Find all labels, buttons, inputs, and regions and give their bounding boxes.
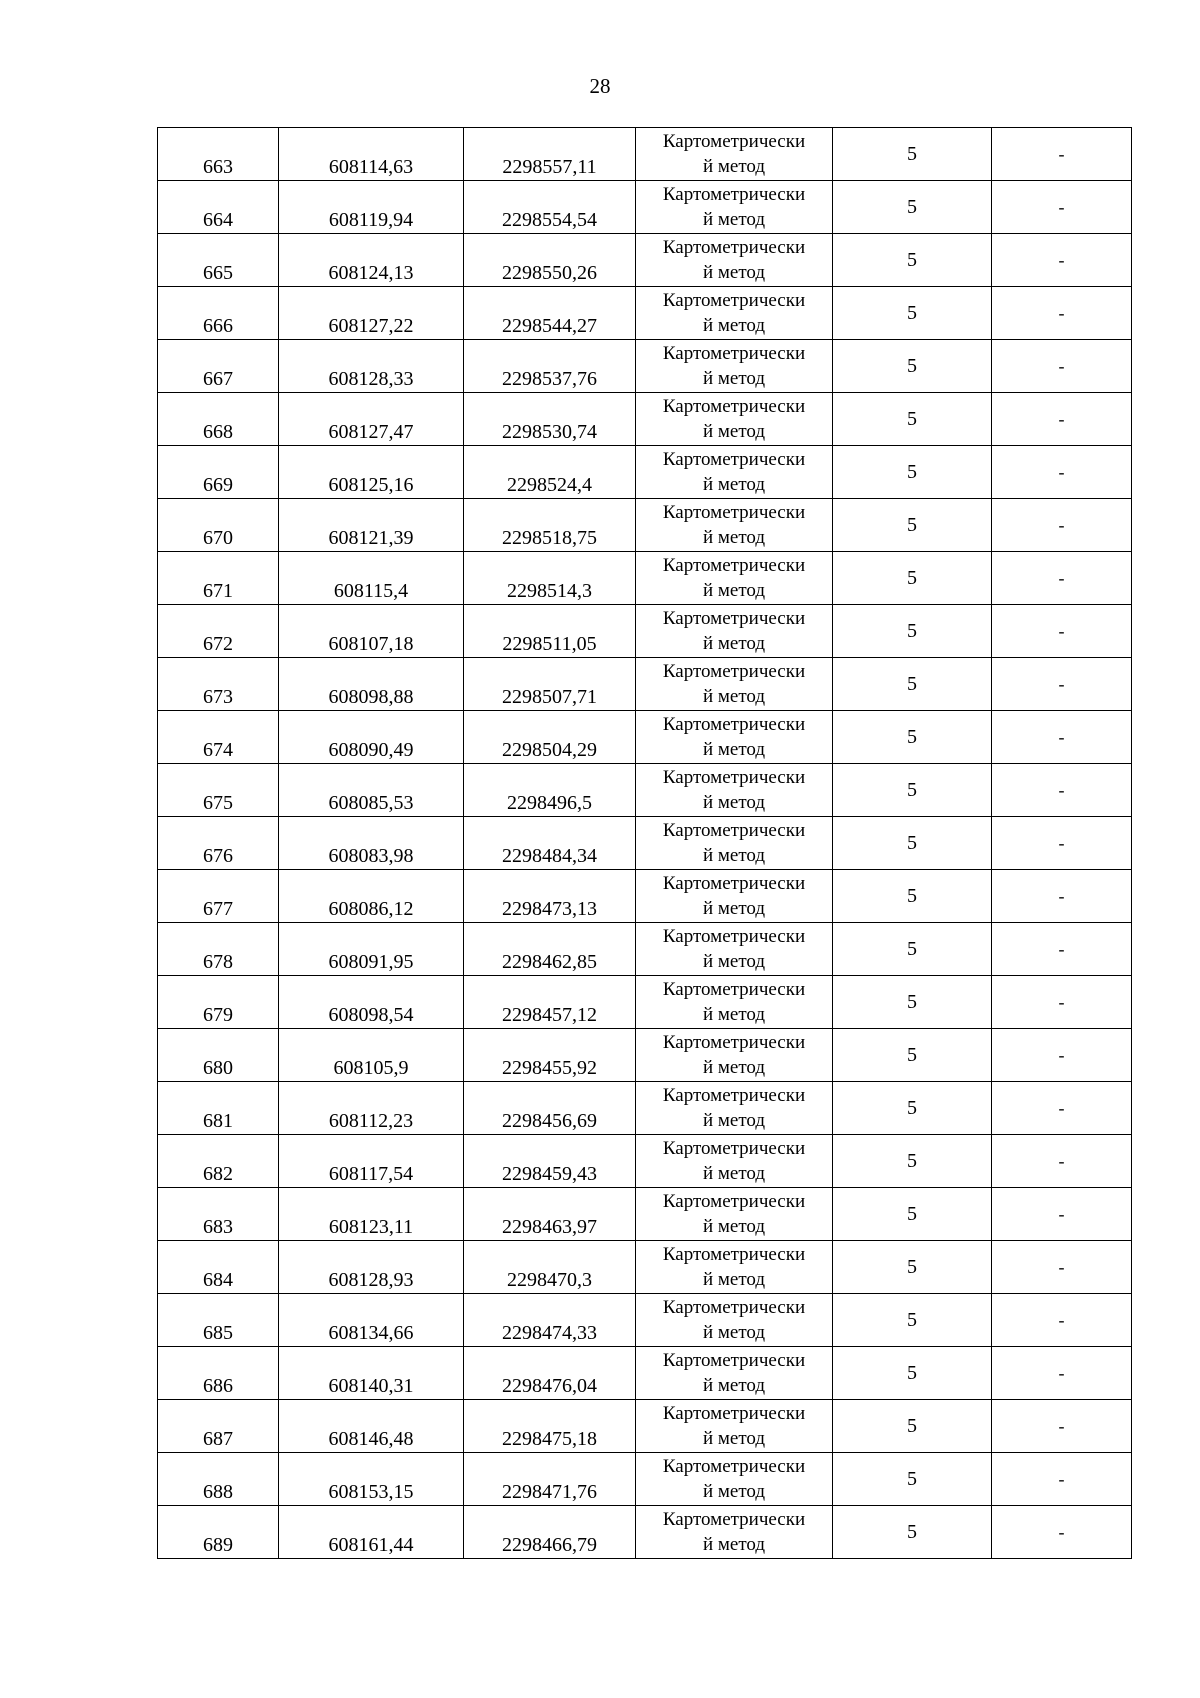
table-row (158, 923, 1132, 976)
precision-cell: 5 (833, 128, 992, 181)
table-row (158, 181, 1132, 234)
y-coordinate-cell: 2298511,05 (464, 605, 636, 658)
y-coordinate-cell: 2298474,33 (464, 1294, 636, 1347)
method-line-2: й метод (702, 1269, 766, 1290)
x-coordinate-cell: 608127,22 (279, 287, 464, 340)
description-cell: - (992, 1400, 1132, 1453)
method-line-1: Картометрически (662, 1297, 806, 1318)
x-coordinate-cell: 608098,88 (279, 658, 464, 711)
point-number-cell: 674 (158, 711, 279, 764)
method-line-1: Картометрически (662, 1509, 806, 1530)
method-line-2: й метод (702, 898, 766, 919)
table-row (158, 817, 1132, 870)
y-coordinate-cell: 2298524,4 (464, 446, 636, 499)
x-coordinate-cell: 608091,95 (279, 923, 464, 976)
y-coordinate-cell: 2298463,97 (464, 1188, 636, 1241)
method-cell (636, 234, 833, 287)
x-coordinate-cell: 608146,48 (279, 1400, 464, 1453)
method-line-2: й метод (702, 209, 766, 230)
method-cell (636, 764, 833, 817)
point-number-cell: 676 (158, 817, 279, 870)
precision-cell: 5 (833, 658, 992, 711)
description-cell: - (992, 1241, 1132, 1294)
method-line-2: й метод (702, 951, 766, 972)
method-line-1: Картометрически (662, 131, 806, 152)
point-number-cell: 688 (158, 1453, 279, 1506)
description-cell: - (992, 340, 1132, 393)
precision-cell: 5 (833, 976, 992, 1029)
method-line-2: й метод (702, 262, 766, 283)
method-cell (636, 923, 833, 976)
table-row (158, 658, 1132, 711)
method-line-1: Картометрически (662, 1032, 806, 1053)
description-cell: - (992, 817, 1132, 870)
precision-cell: 5 (833, 1400, 992, 1453)
x-coordinate-cell: 608134,66 (279, 1294, 464, 1347)
x-coordinate-cell: 608153,15 (279, 1453, 464, 1506)
method-line-2: й метод (702, 1428, 766, 1449)
y-coordinate-cell: 2298462,85 (464, 923, 636, 976)
method-cell (636, 605, 833, 658)
table-row (158, 393, 1132, 446)
x-coordinate-cell: 608115,4 (279, 552, 464, 605)
y-coordinate-cell: 2298456,69 (464, 1082, 636, 1135)
point-number-cell: 682 (158, 1135, 279, 1188)
point-number-cell: 684 (158, 1241, 279, 1294)
y-coordinate-cell: 2298507,71 (464, 658, 636, 711)
y-coordinate-cell: 2298466,79 (464, 1506, 636, 1559)
precision-cell: 5 (833, 1135, 992, 1188)
method-line-2: й метод (702, 474, 766, 495)
table-row (158, 764, 1132, 817)
method-cell (636, 711, 833, 764)
table-row (158, 976, 1132, 1029)
description-cell: - (992, 128, 1132, 181)
precision-cell: 5 (833, 446, 992, 499)
method-cell (636, 181, 833, 234)
y-coordinate-cell: 2298471,76 (464, 1453, 636, 1506)
method-line-2: й метод (702, 1534, 766, 1555)
method-cell (636, 976, 833, 1029)
method-line-2: й метод (702, 1375, 766, 1396)
page-number: 28 (589, 74, 611, 98)
y-coordinate-cell: 2298537,76 (464, 340, 636, 393)
y-coordinate-cell: 2298530,74 (464, 393, 636, 446)
point-number-cell: 670 (158, 499, 279, 552)
method-cell (636, 1400, 833, 1453)
point-number-cell: 663 (158, 128, 279, 181)
x-coordinate-cell: 608105,9 (279, 1029, 464, 1082)
point-number-cell: 673 (158, 658, 279, 711)
precision-cell: 5 (833, 499, 992, 552)
x-coordinate-cell: 608123,11 (279, 1188, 464, 1241)
description-cell: - (992, 1029, 1132, 1082)
y-coordinate-cell: 2298496,5 (464, 764, 636, 817)
method-line-1: Картометрически (662, 184, 806, 205)
description-cell: - (992, 446, 1132, 499)
x-coordinate-cell: 608086,12 (279, 870, 464, 923)
x-coordinate-cell: 608121,39 (279, 499, 464, 552)
y-coordinate-cell: 2298455,92 (464, 1029, 636, 1082)
method-line-2: й метод (702, 792, 766, 813)
x-coordinate-cell: 608114,63 (279, 128, 464, 181)
x-coordinate-cell: 608161,44 (279, 1506, 464, 1559)
precision-cell: 5 (833, 1241, 992, 1294)
y-coordinate-cell: 2298475,18 (464, 1400, 636, 1453)
precision-cell: 5 (833, 393, 992, 446)
y-coordinate-cell: 2298514,3 (464, 552, 636, 605)
point-number-cell: 672 (158, 605, 279, 658)
method-line-1: Картометрически (662, 661, 806, 682)
method-line-2: й метод (702, 315, 766, 336)
method-line-1: Картометрически (662, 608, 806, 629)
method-cell (636, 870, 833, 923)
method-line-2: й метод (702, 1163, 766, 1184)
method-line-2: й метод (702, 368, 766, 389)
method-line-2: й метод (702, 421, 766, 442)
method-cell (636, 1135, 833, 1188)
x-coordinate-cell: 608128,93 (279, 1241, 464, 1294)
method-line-1: Картометрически (662, 926, 806, 947)
point-number-cell: 666 (158, 287, 279, 340)
y-coordinate-cell: 2298504,29 (464, 711, 636, 764)
method-line-1: Картометрически (662, 237, 806, 258)
point-number-cell: 665 (158, 234, 279, 287)
table-row (158, 1029, 1132, 1082)
table-row (158, 1506, 1132, 1559)
table-row (158, 1400, 1132, 1453)
method-line-2: й метод (702, 1216, 766, 1237)
precision-cell: 5 (833, 1506, 992, 1559)
coordinates-table-body (158, 128, 1132, 1559)
method-line-2: й метод (702, 1004, 766, 1025)
table-row (158, 1188, 1132, 1241)
table-row (158, 1082, 1132, 1135)
description-cell: - (992, 870, 1132, 923)
precision-cell: 5 (833, 1029, 992, 1082)
point-number-cell: 675 (158, 764, 279, 817)
description-cell: - (992, 1347, 1132, 1400)
x-coordinate-cell: 608140,31 (279, 1347, 464, 1400)
description-cell: - (992, 711, 1132, 764)
x-coordinate-cell: 608125,16 (279, 446, 464, 499)
x-coordinate-cell: 608124,13 (279, 234, 464, 287)
description-cell: - (992, 605, 1132, 658)
precision-cell: 5 (833, 605, 992, 658)
point-number-cell: 689 (158, 1506, 279, 1559)
point-number-cell: 687 (158, 1400, 279, 1453)
method-line-1: Картометрически (662, 1085, 806, 1106)
x-coordinate-cell: 608107,18 (279, 605, 464, 658)
x-coordinate-cell: 608128,33 (279, 340, 464, 393)
point-number-cell: 677 (158, 870, 279, 923)
method-cell (636, 1188, 833, 1241)
point-number-cell: 680 (158, 1029, 279, 1082)
point-number-cell: 679 (158, 976, 279, 1029)
description-cell: - (992, 1506, 1132, 1559)
method-cell (636, 552, 833, 605)
point-number-cell: 683 (158, 1188, 279, 1241)
x-coordinate-cell: 608098,54 (279, 976, 464, 1029)
point-number-cell: 681 (158, 1082, 279, 1135)
y-coordinate-cell: 2298476,04 (464, 1347, 636, 1400)
table-row (158, 711, 1132, 764)
x-coordinate-cell: 608083,98 (279, 817, 464, 870)
method-cell (636, 499, 833, 552)
method-cell (636, 1453, 833, 1506)
point-number-cell: 671 (158, 552, 279, 605)
method-line-2: й метод (702, 1322, 766, 1343)
description-cell: - (992, 1453, 1132, 1506)
description-cell: - (992, 658, 1132, 711)
description-cell: - (992, 923, 1132, 976)
method-line-1: Картометрически (662, 979, 806, 1000)
method-line-1: Картометрически (662, 1244, 806, 1265)
description-cell: - (992, 499, 1132, 552)
description-cell: - (992, 1082, 1132, 1135)
table-row (158, 446, 1132, 499)
y-coordinate-cell: 2298470,3 (464, 1241, 636, 1294)
precision-cell: 5 (833, 1453, 992, 1506)
method-line-1: Картометрически (662, 1403, 806, 1424)
point-number-cell: 685 (158, 1294, 279, 1347)
method-line-1: Картометрически (662, 1138, 806, 1159)
description-cell: - (992, 234, 1132, 287)
point-number-cell: 668 (158, 393, 279, 446)
method-cell (636, 1294, 833, 1347)
method-cell (636, 1082, 833, 1135)
table-row (158, 1347, 1132, 1400)
method-cell (636, 128, 833, 181)
description-cell: - (992, 764, 1132, 817)
y-coordinate-cell: 2298484,34 (464, 817, 636, 870)
precision-cell: 5 (833, 234, 992, 287)
method-cell (636, 658, 833, 711)
method-cell (636, 1506, 833, 1559)
table-row (158, 128, 1132, 181)
y-coordinate-cell: 2298557,11 (464, 128, 636, 181)
method-cell (636, 287, 833, 340)
description-cell: - (992, 1188, 1132, 1241)
description-cell: - (992, 552, 1132, 605)
method-line-1: Картометрически (662, 1456, 806, 1477)
table-row (158, 1453, 1132, 1506)
point-number-cell: 667 (158, 340, 279, 393)
description-cell: - (992, 1135, 1132, 1188)
precision-cell: 5 (833, 1294, 992, 1347)
precision-cell: 5 (833, 287, 992, 340)
y-coordinate-cell: 2298554,54 (464, 181, 636, 234)
precision-cell: 5 (833, 711, 992, 764)
precision-cell: 5 (833, 764, 992, 817)
method-line-1: Картометрически (662, 502, 806, 523)
method-line-2: й метод (702, 580, 766, 601)
description-cell: - (992, 1294, 1132, 1347)
method-line-1: Картометрически (662, 449, 806, 470)
method-cell (636, 1029, 833, 1082)
method-line-1: Картометрически (662, 820, 806, 841)
method-line-2: й метод (702, 633, 766, 654)
precision-cell: 5 (833, 1347, 992, 1400)
method-line-2: й метод (702, 739, 766, 760)
method-cell (636, 393, 833, 446)
x-coordinate-cell: 608090,49 (279, 711, 464, 764)
x-coordinate-cell: 608127,47 (279, 393, 464, 446)
method-cell (636, 1241, 833, 1294)
precision-cell: 5 (833, 923, 992, 976)
method-line-1: Картометрически (662, 714, 806, 735)
method-cell (636, 446, 833, 499)
precision-cell: 5 (833, 340, 992, 393)
method-cell (636, 817, 833, 870)
table-row (158, 605, 1132, 658)
method-line-1: Картометрически (662, 290, 806, 311)
precision-cell: 5 (833, 1082, 992, 1135)
precision-cell: 5 (833, 1188, 992, 1241)
method-line-2: й метод (702, 686, 766, 707)
table-row (158, 1294, 1132, 1347)
precision-cell: 5 (833, 552, 992, 605)
table-row (158, 340, 1132, 393)
description-cell: - (992, 181, 1132, 234)
method-line-2: й метод (702, 845, 766, 866)
method-line-2: й метод (702, 1481, 766, 1502)
point-number-cell: 669 (158, 446, 279, 499)
description-cell: - (992, 976, 1132, 1029)
y-coordinate-cell: 2298518,75 (464, 499, 636, 552)
description-cell: - (992, 393, 1132, 446)
table-row (158, 552, 1132, 605)
method-line-1: Картометрически (662, 396, 806, 417)
table-row (158, 287, 1132, 340)
method-line-1: Картометрически (662, 343, 806, 364)
method-cell (636, 1347, 833, 1400)
table-row (158, 1135, 1132, 1188)
y-coordinate-cell: 2298457,12 (464, 976, 636, 1029)
method-cell (636, 340, 833, 393)
method-line-1: Картометрически (662, 767, 806, 788)
method-line-1: Картометрически (662, 873, 806, 894)
point-number-cell: 678 (158, 923, 279, 976)
point-number-cell: 664 (158, 181, 279, 234)
y-coordinate-cell: 2298544,27 (464, 287, 636, 340)
precision-cell: 5 (833, 181, 992, 234)
method-line-1: Картометрически (662, 555, 806, 576)
table-row (158, 234, 1132, 287)
point-number-cell: 686 (158, 1347, 279, 1400)
method-line-2: й метод (702, 156, 766, 177)
coordinates-table (157, 127, 1132, 1559)
y-coordinate-cell: 2298459,43 (464, 1135, 636, 1188)
method-line-1: Картометрически (662, 1191, 806, 1212)
precision-cell: 5 (833, 817, 992, 870)
x-coordinate-cell: 608119,94 (279, 181, 464, 234)
precision-cell: 5 (833, 870, 992, 923)
table-row (158, 870, 1132, 923)
method-line-2: й метод (702, 527, 766, 548)
x-coordinate-cell: 608085,53 (279, 764, 464, 817)
table-row (158, 1241, 1132, 1294)
x-coordinate-cell: 608117,54 (279, 1135, 464, 1188)
table-row (158, 499, 1132, 552)
method-line-1: Картометрически (662, 1350, 806, 1371)
y-coordinate-cell: 2298473,13 (464, 870, 636, 923)
y-coordinate-cell: 2298550,26 (464, 234, 636, 287)
method-line-2: й метод (702, 1057, 766, 1078)
method-line-2: й метод (702, 1110, 766, 1131)
description-cell: - (992, 287, 1132, 340)
x-coordinate-cell: 608112,23 (279, 1082, 464, 1135)
